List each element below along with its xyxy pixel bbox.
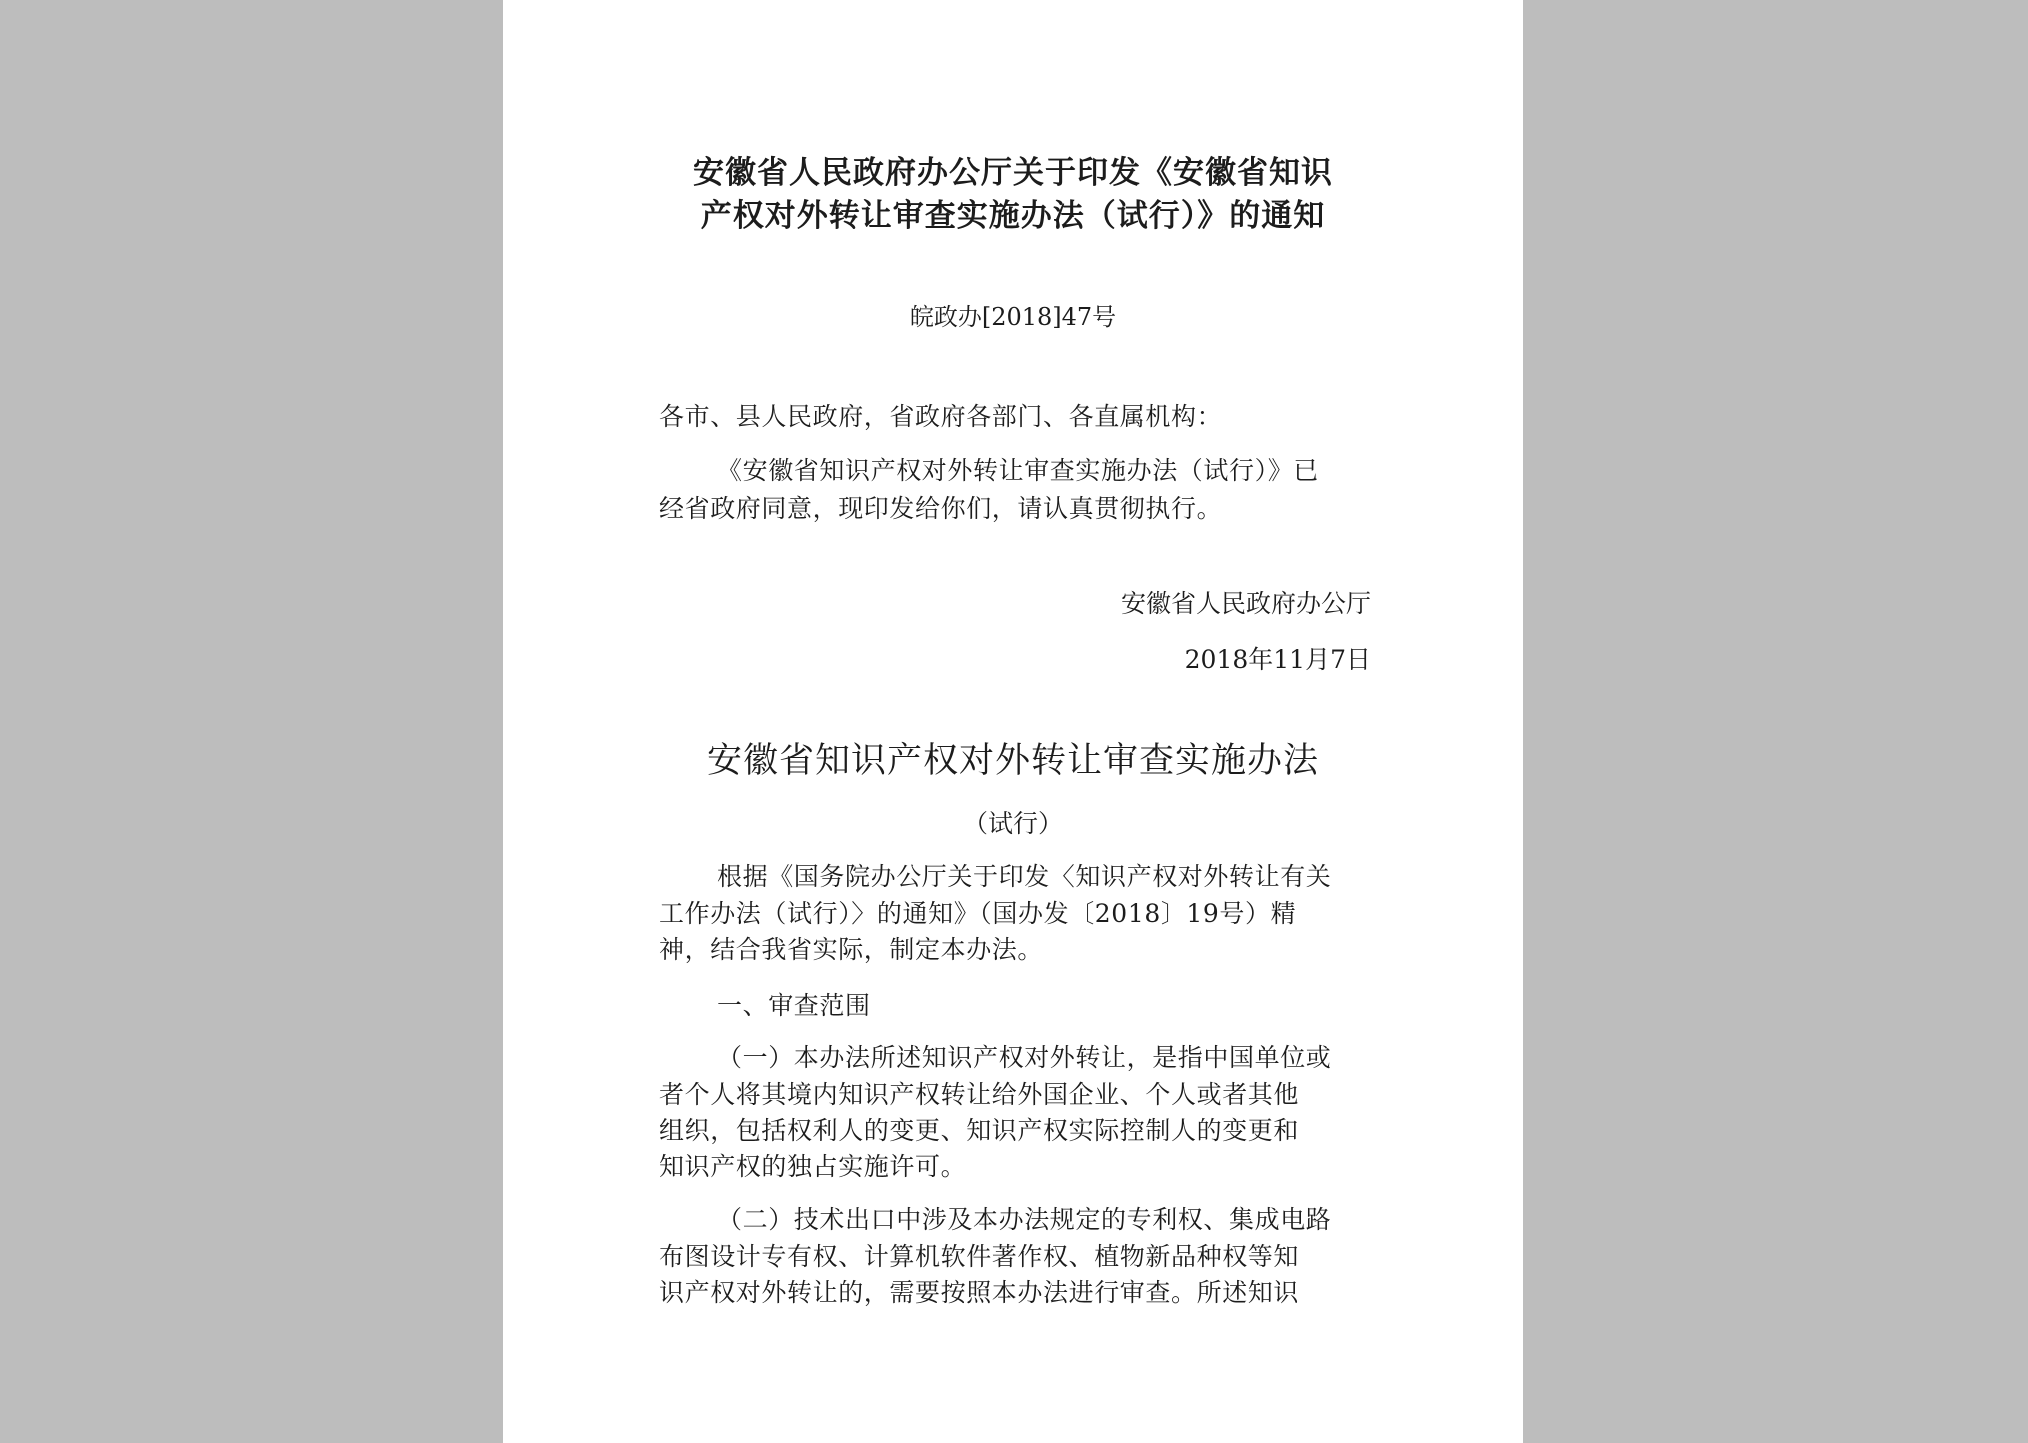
notice-body-line2: 经省政府同意，现印发给你们，请认真贯彻执行。 <box>659 494 1223 523</box>
document-number: 皖政办[2018]47号 <box>909 303 1117 331</box>
recipients: 各市、县人民政府，省政府各部门、各直属机构： <box>659 402 1223 431</box>
notice-title-line1: 安徽省人民政府办公厅关于印发《安徽省知识 <box>693 155 1333 191</box>
preamble-line: 根据《国务院办公厅关于印发〈知识产权对外转让有关 <box>717 862 1332 891</box>
measures-title: 安徽省知识产权对外转让审查实施办法 <box>706 741 1319 781</box>
notice-body-line1: 《安徽省知识产权对外转让审查实施办法（试行）》已 <box>717 456 1319 485</box>
item2-line: 识产权对外转让的，需要按照本办法进行审查。所述知识 <box>659 1278 1300 1307</box>
section-heading: 一、审查范围 <box>717 991 871 1020</box>
measures-trial-label: （试行） <box>962 809 1063 838</box>
item1-line: 组织，包括权利人的变更、知识产权实际控制人的变更和 <box>659 1116 1300 1145</box>
issuer-signature: 安徽省人民政府办公厅 <box>1120 589 1371 618</box>
preamble-line: 神，结合我省实际，制定本办法。 <box>659 935 1044 964</box>
notice-title-line2: 产权对外转让审查实施办法（试行）》的通知 <box>700 198 1326 234</box>
item2-line: （二）技术出口中涉及本办法规定的专利权、集成电路 <box>717 1205 1332 1234</box>
item1-line: （一）本办法所述知识产权对外转让，是指中国单位或 <box>717 1043 1332 1072</box>
issue-date: 2018年11月7日 <box>1184 645 1371 674</box>
item1-line: 知识产权的独占实施许可。 <box>659 1152 967 1181</box>
document-page <box>503 0 1523 1443</box>
item2-line: 布图设计专有权、计算机软件著作权、植物新品种权等知 <box>659 1242 1300 1271</box>
preamble-line: 工作办法（试行）〉的通知》（国办发〔2018〕19号）精 <box>659 899 1297 928</box>
item1-line: 者个人将其境内知识产权转让给外国企业、个人或者其他 <box>659 1080 1300 1109</box>
